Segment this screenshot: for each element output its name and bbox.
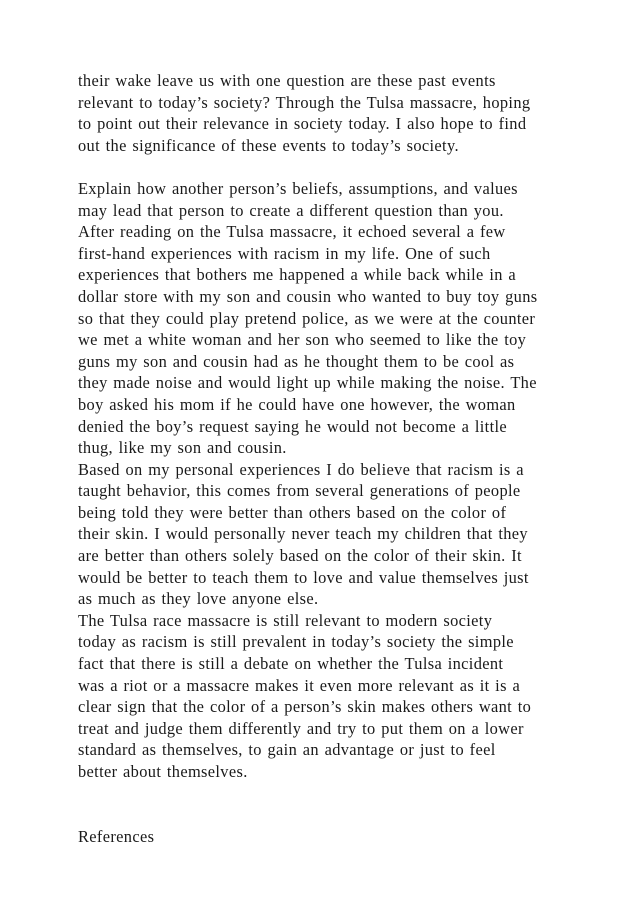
- text-line: relevant to today’s society? Through the Tulsa massacre, hoping: [78, 92, 531, 112]
- text-line: standard as themselves, to gain an advantage or just to feel: [78, 740, 496, 760]
- text-line: thug, like my son and cousin.: [78, 438, 287, 458]
- text-line: guns my son and cousin had as he thought them to be cool as: [78, 351, 515, 371]
- text-line: first-hand experiences with racism in my life. One of such: [78, 243, 491, 263]
- text-line: better about themselves.: [78, 762, 248, 781]
- text-line: today as racism is still prevalent in today’s society the simple: [78, 632, 514, 652]
- text-line: may lead that person to create a different question than you.: [78, 200, 504, 220]
- text-line: treat and judge them differently and try to put them on a lower: [78, 718, 524, 738]
- text-line: clear sign that the color of a person’s skin makes others want to: [78, 697, 532, 717]
- text-line: taught behavior, this comes from several generations of people: [78, 481, 521, 501]
- text-line: would be better to teach them to love and value themselves just: [78, 567, 529, 587]
- document-body: [78, 70, 578, 847]
- text-line: denied the boy’s request saying he would not become a little: [78, 416, 508, 436]
- paragraph-gap: [78, 804, 578, 826]
- paragraph-gap: [78, 156, 578, 178]
- text-line: dollar store with my son and cousin who wanted to buy toy guns: [78, 286, 538, 306]
- paragraph-body: [78, 178, 578, 783]
- text-line: was a riot or a massacre makes it even more relevant as it is a: [78, 675, 521, 695]
- text-line: their skin. I would personally never teach my children that they: [78, 524, 528, 544]
- text-line: boy asked his mom if he could have one however, the woman: [78, 394, 516, 414]
- text-line: as much as they love anyone else.: [78, 589, 319, 609]
- text-line: we met a white woman and her son who seemed to like the toy: [78, 330, 527, 350]
- text-line: so that they could play pretend police, as we were at the counter: [78, 308, 536, 328]
- text-line: out the significance of these events to today’s society.: [78, 135, 459, 155]
- paragraph-intro: [78, 70, 578, 156]
- text-line: are better than others solely based on the color of their skin. It: [78, 546, 522, 566]
- text-line: Based on my personal experiences I do believe that racism is a: [78, 459, 524, 479]
- paragraph-gap: [78, 783, 578, 805]
- text-line: being told they were better than others based on the color of: [78, 502, 507, 522]
- text-line: After reading on the Tulsa massacre, it echoed several a few: [78, 222, 506, 242]
- text-line: their wake leave us with one question are these past events: [78, 71, 496, 90]
- text-line: Explain how another person’s beliefs, assumptions, and values: [78, 178, 518, 198]
- text-line: fact that there is still a debate on whether the Tulsa incident: [78, 654, 504, 674]
- text-line: to point out their relevance in society today. I also hope to find: [78, 114, 527, 134]
- text-line: experiences that bothers me happened a while back while in a: [78, 265, 517, 285]
- references-heading: References: [78, 826, 155, 846]
- text-line: The Tulsa race massacre is still relevant to modern society: [78, 610, 493, 630]
- text-line: they made noise and would light up while making the noise. The: [78, 373, 537, 393]
